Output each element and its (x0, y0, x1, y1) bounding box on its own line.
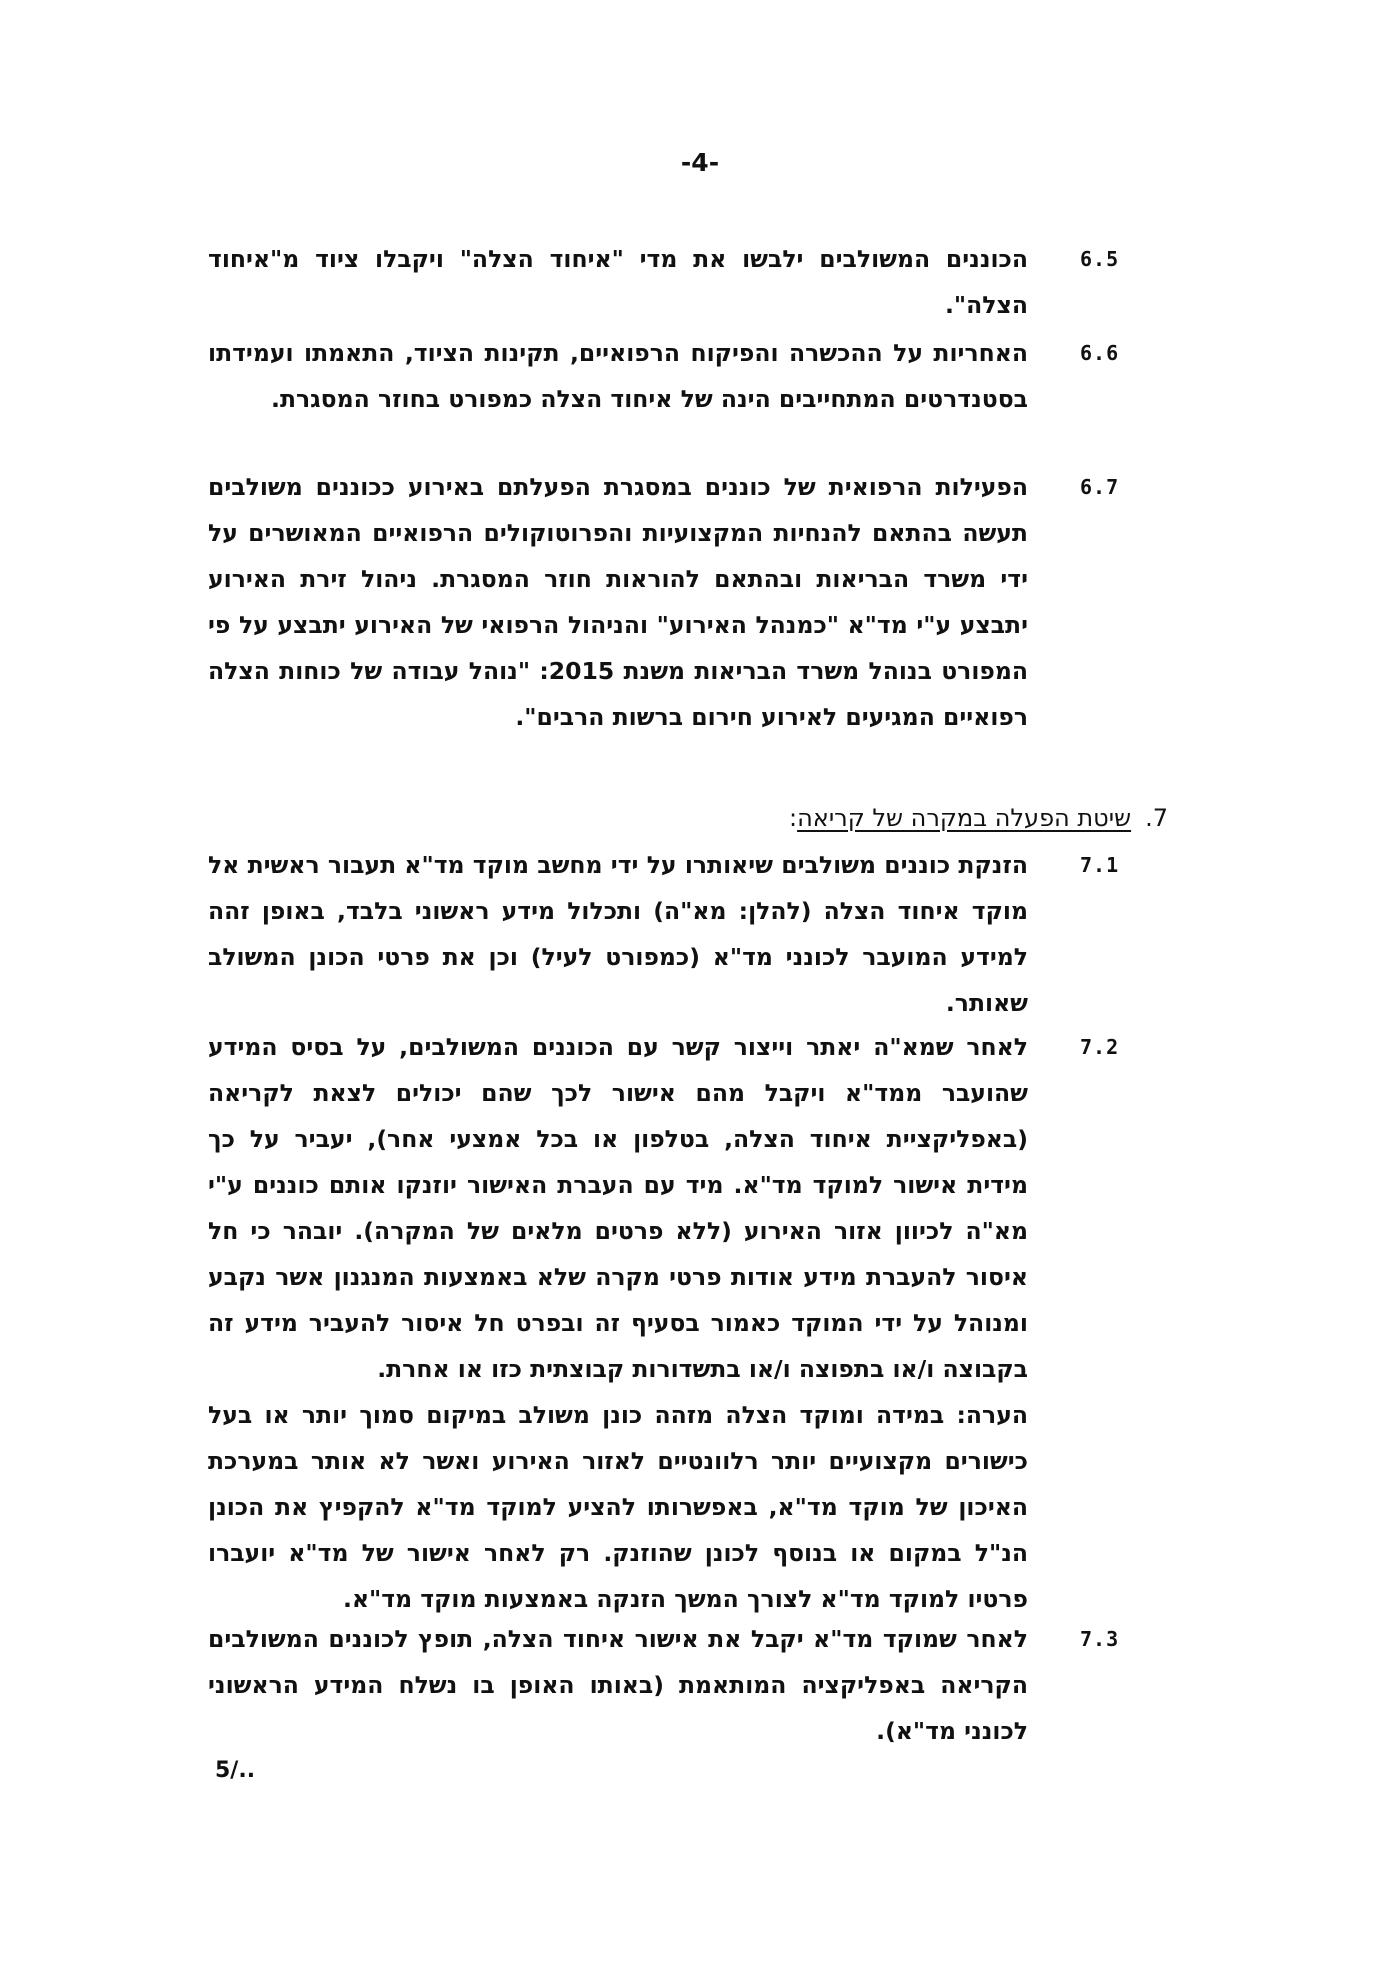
clause-text: הזנקת כוננים משולבים שיאותרו על ידי מחשב מוקד מד"א תעבור ראשית אל מוקד איחוד הצלה (להלן: מא"ה) ותכלול מידע ראשוני בלבד, באופן זהה למידע המועבר לכונני מד"א (כמפורט לעיל) וכן את פרטי הכונן המשולב שאותר. (208, 851, 1028, 1017)
clause-text: הפעילות הרפואית של כוננים במסגרת הפעלתם באירוע ככוננים משולבים תעשה בהתאם להנחיות המקצועיות והפרוטוקולים הרפואיים המאושרים על ידי משרד הבריאות ובהתאם להוראות חוזר המסגרת. ניהול זירת האירוע יתבצע ע"י מד"א "כמנהל האירוע" והניהול הרפואי של האירוע יתבצע על פי המפורט בנוהל משרד הבריאות משנת 2015: "נוהל עבודה של כוחות הצלה רפואיים המגיעים לאירוע חירום ברשות הרבים". (208, 473, 1028, 731)
clause-text: הכוננים המשולבים ילבשו את מדי "איחוד הצלה" ויקבלו ציוד מ"איחוד הצלה". (208, 245, 1028, 319)
section-heading (789, 796, 1168, 840)
clause-number: 7.1 (1080, 853, 1120, 877)
page-number: -4- (680, 148, 720, 177)
clause-number: 7.2 (1080, 1035, 1120, 1059)
clause-note: הערה: במידה ומוקד הצלה מזהה כונן משולב במיקום סמוך יותר או בעל כישורים מקצועיים יותר רלוונטיים לאזור האירוע ואשר לא אותר במערכת האיכון של מוקד מד"א, באפשרותו להציע למוקד מד"א להקפיץ את הכונן הנ"ל במקום או בנוסף לכונן שהוזנק. רק לאחר אישור של מד"א יועברו פרטיו למוקד מד"א לצורך המשך הזנקה באמצעות מוקד מד"א. (208, 1401, 1028, 1613)
clause-text: לאחר שמא"ה יאתר וייצור קשר עם הכוננים המשולבים, על בסיס המידע שהועבר ממד"א ויקבל מהם אישור לכך שהם יכולים לצאת לקריאה (באפליקציית איחוד הצלה, בטלפון או בכל אמצעי אחר), יעביר על כך מידית אישור למוקד מד"א. מיד עם העברת האישור יוזנקו אותם כוננים ע"י מא"ה לכיוון אזור האירוע (ללא פרטים מלאים של המקרה). יובהר כי חל איסור להעברת מידע אודות פרטי מקרה שלא באמצעות המנגנון אשר נקבע ומנוהל על ידי המוקד כאמור בסעיף זה ובפרט חל איסור להעביר מידע זה בקבוצה ו/או בתפוצה ו/או בתשדורות קבוצתית כזו או אחרת. (208, 1033, 1028, 1383)
continuation-marker: 5/.. (215, 1758, 256, 1783)
section-number: 7. (1145, 804, 1168, 832)
clause-text: לאחר שמוקד מד"א יקבל את אישור איחוד הצלה, תופץ לכוננים המשולבים הקריאה באפליקציה המותאמת (באותו האופן בו נשלח המידע הראשוני לכונני מד"א). (208, 1625, 1028, 1745)
section-title: שיטת הפעלה במקרה של קריאה (797, 804, 1132, 832)
clause-text: האחריות על ההכשרה והפיקוח הרפואיים, תקינות הציוד, התאמתו ועמידתו בסטנדרטים המתחייבים הינה של איחוד הצלה כמפורט בחוזר המסגרת. (208, 339, 1028, 413)
section-title-suffix: : (789, 804, 798, 832)
clause-number: 7.3 (1080, 1627, 1120, 1651)
clause-number: 6.7 (1080, 475, 1120, 499)
clause-number: 6.6 (1080, 341, 1120, 365)
clause-number: 6.5 (1080, 247, 1120, 271)
